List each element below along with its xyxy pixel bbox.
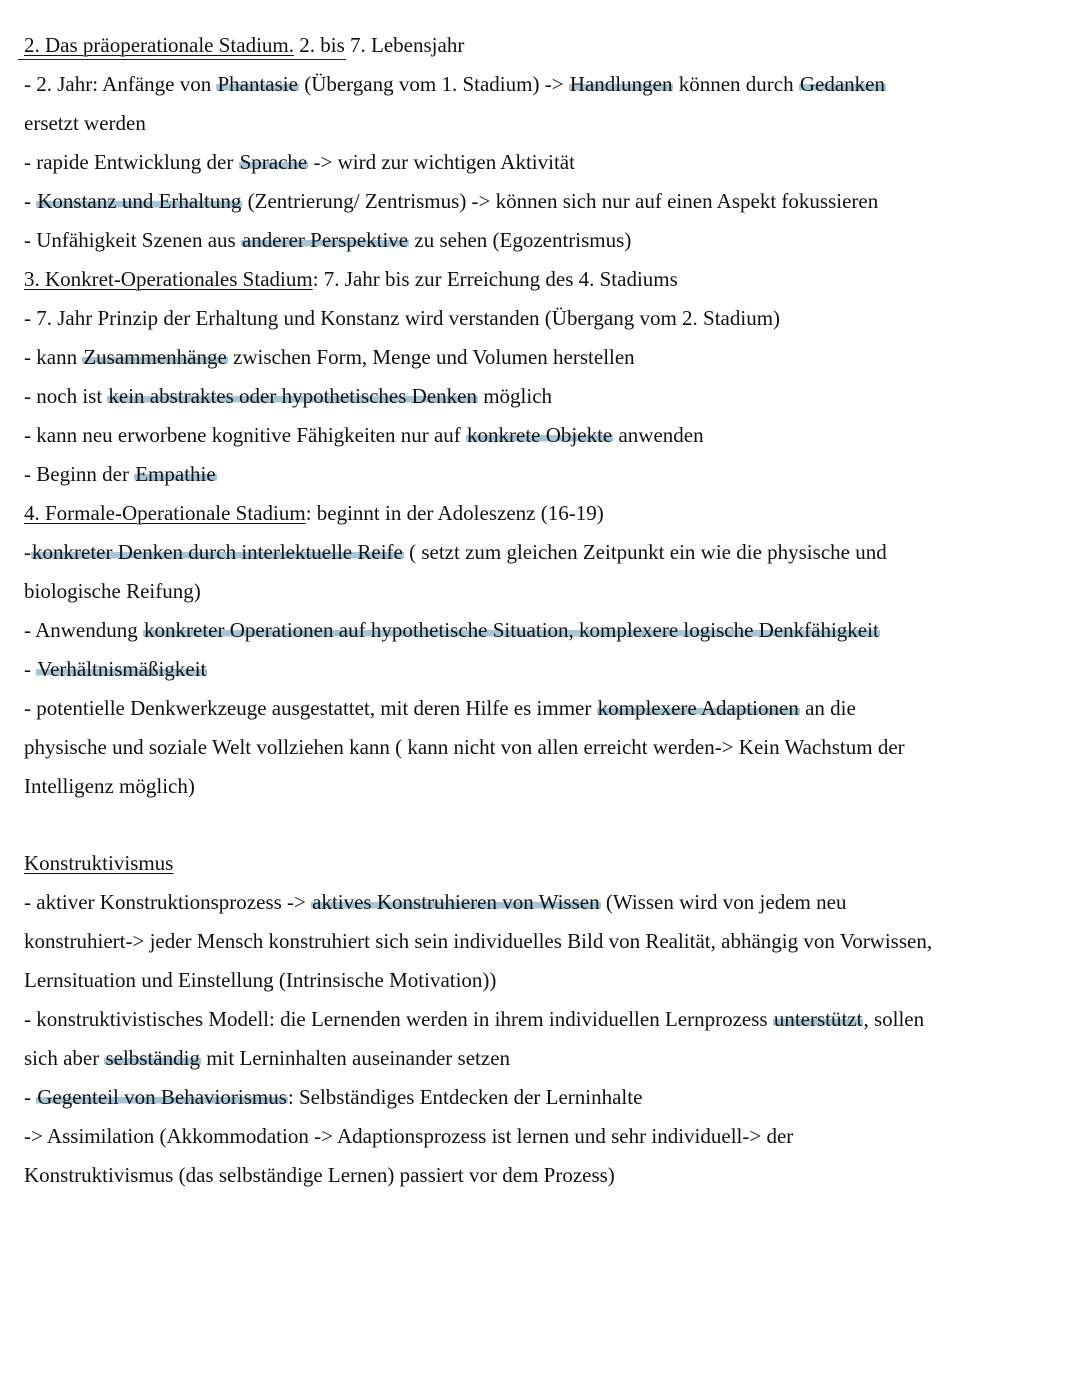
- highlight: selbständig: [105, 1046, 200, 1070]
- stage4-line-4c: Intelligenz möglich): [24, 774, 195, 798]
- konstruktivismus-line-1b: konstruhiert-> jeder Mensch konstruhiert sich sein individuelles Bild von Realität, abhängig von Vorwissen,: [24, 929, 933, 953]
- konstruktivismus-line-3: [24, 1083, 642, 1111]
- stage3-heading: 3. Konkret-Operationales Stadium: [24, 267, 313, 291]
- konstruktivismus-line-2b: [24, 1044, 510, 1072]
- highlight: aktives Konstruhieren von Wissen: [312, 890, 600, 914]
- text: - konstruktivistisches Modell: die Lernenden werden in ihrem individuellen Lernprozess: [24, 1007, 773, 1031]
- highlight: Handlungen: [569, 72, 673, 96]
- konstruktivismus-line-1: [24, 888, 846, 916]
- highlight: kein abstraktes oder hypothetisches Denken: [108, 384, 477, 408]
- stage3-line-1: - 7. Jahr Prinzip der Erhaltung und Konstanz wird verstanden (Übergang vom 2. Stadium): [24, 306, 781, 330]
- stage4-heading-rest: : beginnt in der Adoleszenz (16-19): [305, 501, 604, 525]
- stage4-line-1: [24, 538, 887, 566]
- stage4-line-4b: physische und soziale Welt vollziehen kann ( kann nicht von allen erreicht werden-> Kein Wachstum der: [24, 735, 905, 759]
- stage4-line-2: [24, 616, 880, 644]
- highlight: konkrete Objekte: [467, 423, 613, 447]
- text: - aktiver Konstruktionsprozess ->: [24, 890, 312, 914]
- text: an die: [799, 696, 856, 720]
- text: - rapide Entwicklung der: [24, 150, 239, 174]
- text: , sollen: [863, 1007, 925, 1031]
- stage4-line-3: [24, 655, 207, 683]
- text: - kann neu erworbene kognitive Fähigkeiten nur auf: [24, 423, 467, 447]
- highlight: Sprache: [239, 150, 308, 174]
- highlight: anderer Perspektive: [241, 228, 409, 252]
- text: - 2. Jahr: Anfänge von: [24, 72, 217, 96]
- stage3-line-4: [24, 421, 704, 449]
- text: : Selbständiges Entdecken der Lerninhalte: [287, 1085, 643, 1109]
- text: ( setzt zum gleichen Zeitpunkt ein wie die physische und: [403, 540, 887, 564]
- text: zwischen Form, Menge und Volumen herstellen: [227, 345, 635, 369]
- stage2-heading: 2. Das präoperationale Stadium.: [24, 33, 295, 57]
- highlight: konkreter Denken durch interlektuelle Reife: [32, 540, 403, 564]
- stage3-line-3: [24, 382, 552, 410]
- stage2-line-2: [24, 148, 575, 176]
- stage4-line-4: [24, 694, 856, 722]
- konstruktivismus-line-1c: Lernsituation und Einstellung (Intrinsische Motivation)): [24, 968, 497, 992]
- highlight: Gegenteil von Behaviorismus: [37, 1085, 287, 1109]
- text: anwenden: [613, 423, 704, 447]
- stage2-line-4: [24, 226, 631, 254]
- konstruktivismus-line-4b: Konstruktivismus (das selbständige Lernen) passiert vor dem Prozess): [24, 1163, 615, 1187]
- text: - Unfähigkeit Szenen aus: [24, 228, 241, 252]
- section-heading: Konstruktivismus: [24, 851, 174, 875]
- text: (Zentrierung/ Zentrismus) -> können sich nur auf einen Aspekt fokussieren: [242, 189, 879, 213]
- stage2-heading-line: [24, 31, 464, 59]
- stage2-heading-rest: 2. bis 7. Lebensjahr: [294, 33, 465, 57]
- text: - noch ist: [24, 384, 108, 408]
- heading-rule: [18, 59, 346, 60]
- text: -: [24, 189, 37, 213]
- text: zu sehen (Egozentrismus): [409, 228, 632, 252]
- text: mit Lerninhalten auseinander setzen: [200, 1046, 511, 1070]
- text: (Übergang vom 1. Stadium) ->: [298, 72, 569, 96]
- stage3-line-5: [24, 460, 217, 488]
- stage2-line-3: [24, 187, 878, 215]
- text: -: [24, 657, 37, 681]
- text: möglich: [477, 384, 553, 408]
- highlight: Phantasie: [217, 72, 298, 96]
- stage4-heading: 4. Formale-Operationale Stadium: [24, 501, 306, 525]
- highlight: Zusammenhänge: [83, 345, 227, 369]
- text: - kann: [24, 345, 83, 369]
- text: können durch: [673, 72, 799, 96]
- text: - Beginn der: [24, 462, 135, 486]
- highlight: unterstützt: [773, 1007, 863, 1031]
- konstruktivismus-line-4: -> Assimilation (Akkommodation -> Adaptionsprozess ist lernen und sehr individuell-> der: [24, 1124, 794, 1148]
- text: -: [24, 1085, 37, 1109]
- highlight: komplexere Adaptionen: [597, 696, 799, 720]
- stage3-heading-line: [24, 265, 678, 293]
- highlight: Empathie: [135, 462, 216, 486]
- text: - Anwendung: [24, 618, 143, 642]
- stage2-line-1b: ersetzt werden: [24, 111, 146, 135]
- stage3-line-2: [24, 343, 635, 371]
- stage4-line-1b: biologische Reifung): [24, 579, 201, 603]
- stage3-heading-rest: : 7. Jahr bis zur Erreichung des 4. Stadiums: [312, 267, 678, 291]
- highlight: Gedanken: [799, 72, 885, 96]
- text: -: [24, 540, 31, 564]
- text: -> wird zur wichtigen Aktivität: [308, 150, 575, 174]
- text: (Wissen wird von jedem neu: [600, 890, 847, 914]
- konstruktivismus-heading: [24, 849, 173, 877]
- text: sich aber: [24, 1046, 105, 1070]
- highlight: Konstanz und Erhaltung: [37, 189, 242, 213]
- stage2-line-1: [24, 70, 886, 98]
- konstruktivismus-line-2: [24, 1005, 924, 1033]
- text: - potentielle Denkwerkzeuge ausgestattet, mit deren Hilfe es immer: [24, 696, 597, 720]
- highlight: konkreter Operationen auf hypothetische Situation, komplexere logische Denkfähigkeit: [144, 618, 879, 642]
- stage4-heading-line: [24, 499, 604, 527]
- highlight: Verhältnismäßigkeit: [37, 657, 207, 681]
